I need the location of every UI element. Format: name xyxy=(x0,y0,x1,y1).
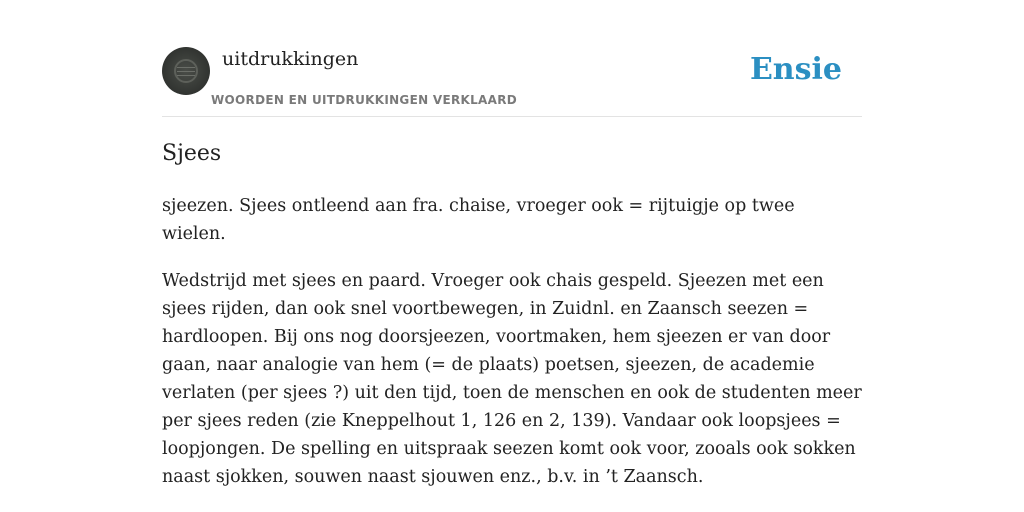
book-cover-icon[interactable] xyxy=(162,47,210,95)
avatar-line xyxy=(177,71,195,72)
site-name-link[interactable]: uitdrukkingen xyxy=(222,48,359,70)
entry-paragraph: Wedstrijd met sjees en paard. Vroeger ook chais gespeld. Sjeezen met een sjees rijden, dan ook snel voortbewegen, in Zuidnl. en Zaansch seezen = hardloopen. Bij ons nog doorsjeezen, voortmaken, hem sjeezen er van door gaan, naar analogie van hem (= de plaats) poetsen, sjeezen, de academie verlaten (per sjees ?) uit den tijd, toen de menschen en ook de studenten meer per sjees reden (zie Kneppelhout 1, 126 en 2, 139). Vandaar ook loopsjees = loopjongen. De spelling en uitspraak seezen komt ook voor, zooals ook sokken naast sjokken, souwen naast sjouwen enz., b.v. in ’t Zaansch. xyxy=(162,271,862,487)
site-header xyxy=(162,46,862,117)
avatar-line xyxy=(177,67,195,68)
entry-content xyxy=(162,138,862,491)
site-tagline: WOORDEN EN UITDRUKKINGEN VERKLAARD xyxy=(211,93,518,107)
avatar-line xyxy=(177,75,195,76)
entry-paragraph: sjeezen. Sjees ontleend aan fra. chaise, vroeger ook = rijtuigje op twee wielen. xyxy=(162,196,795,244)
entry-title: Sjees xyxy=(162,141,222,166)
ensie-logo-link[interactable]: Ensie xyxy=(749,52,842,87)
